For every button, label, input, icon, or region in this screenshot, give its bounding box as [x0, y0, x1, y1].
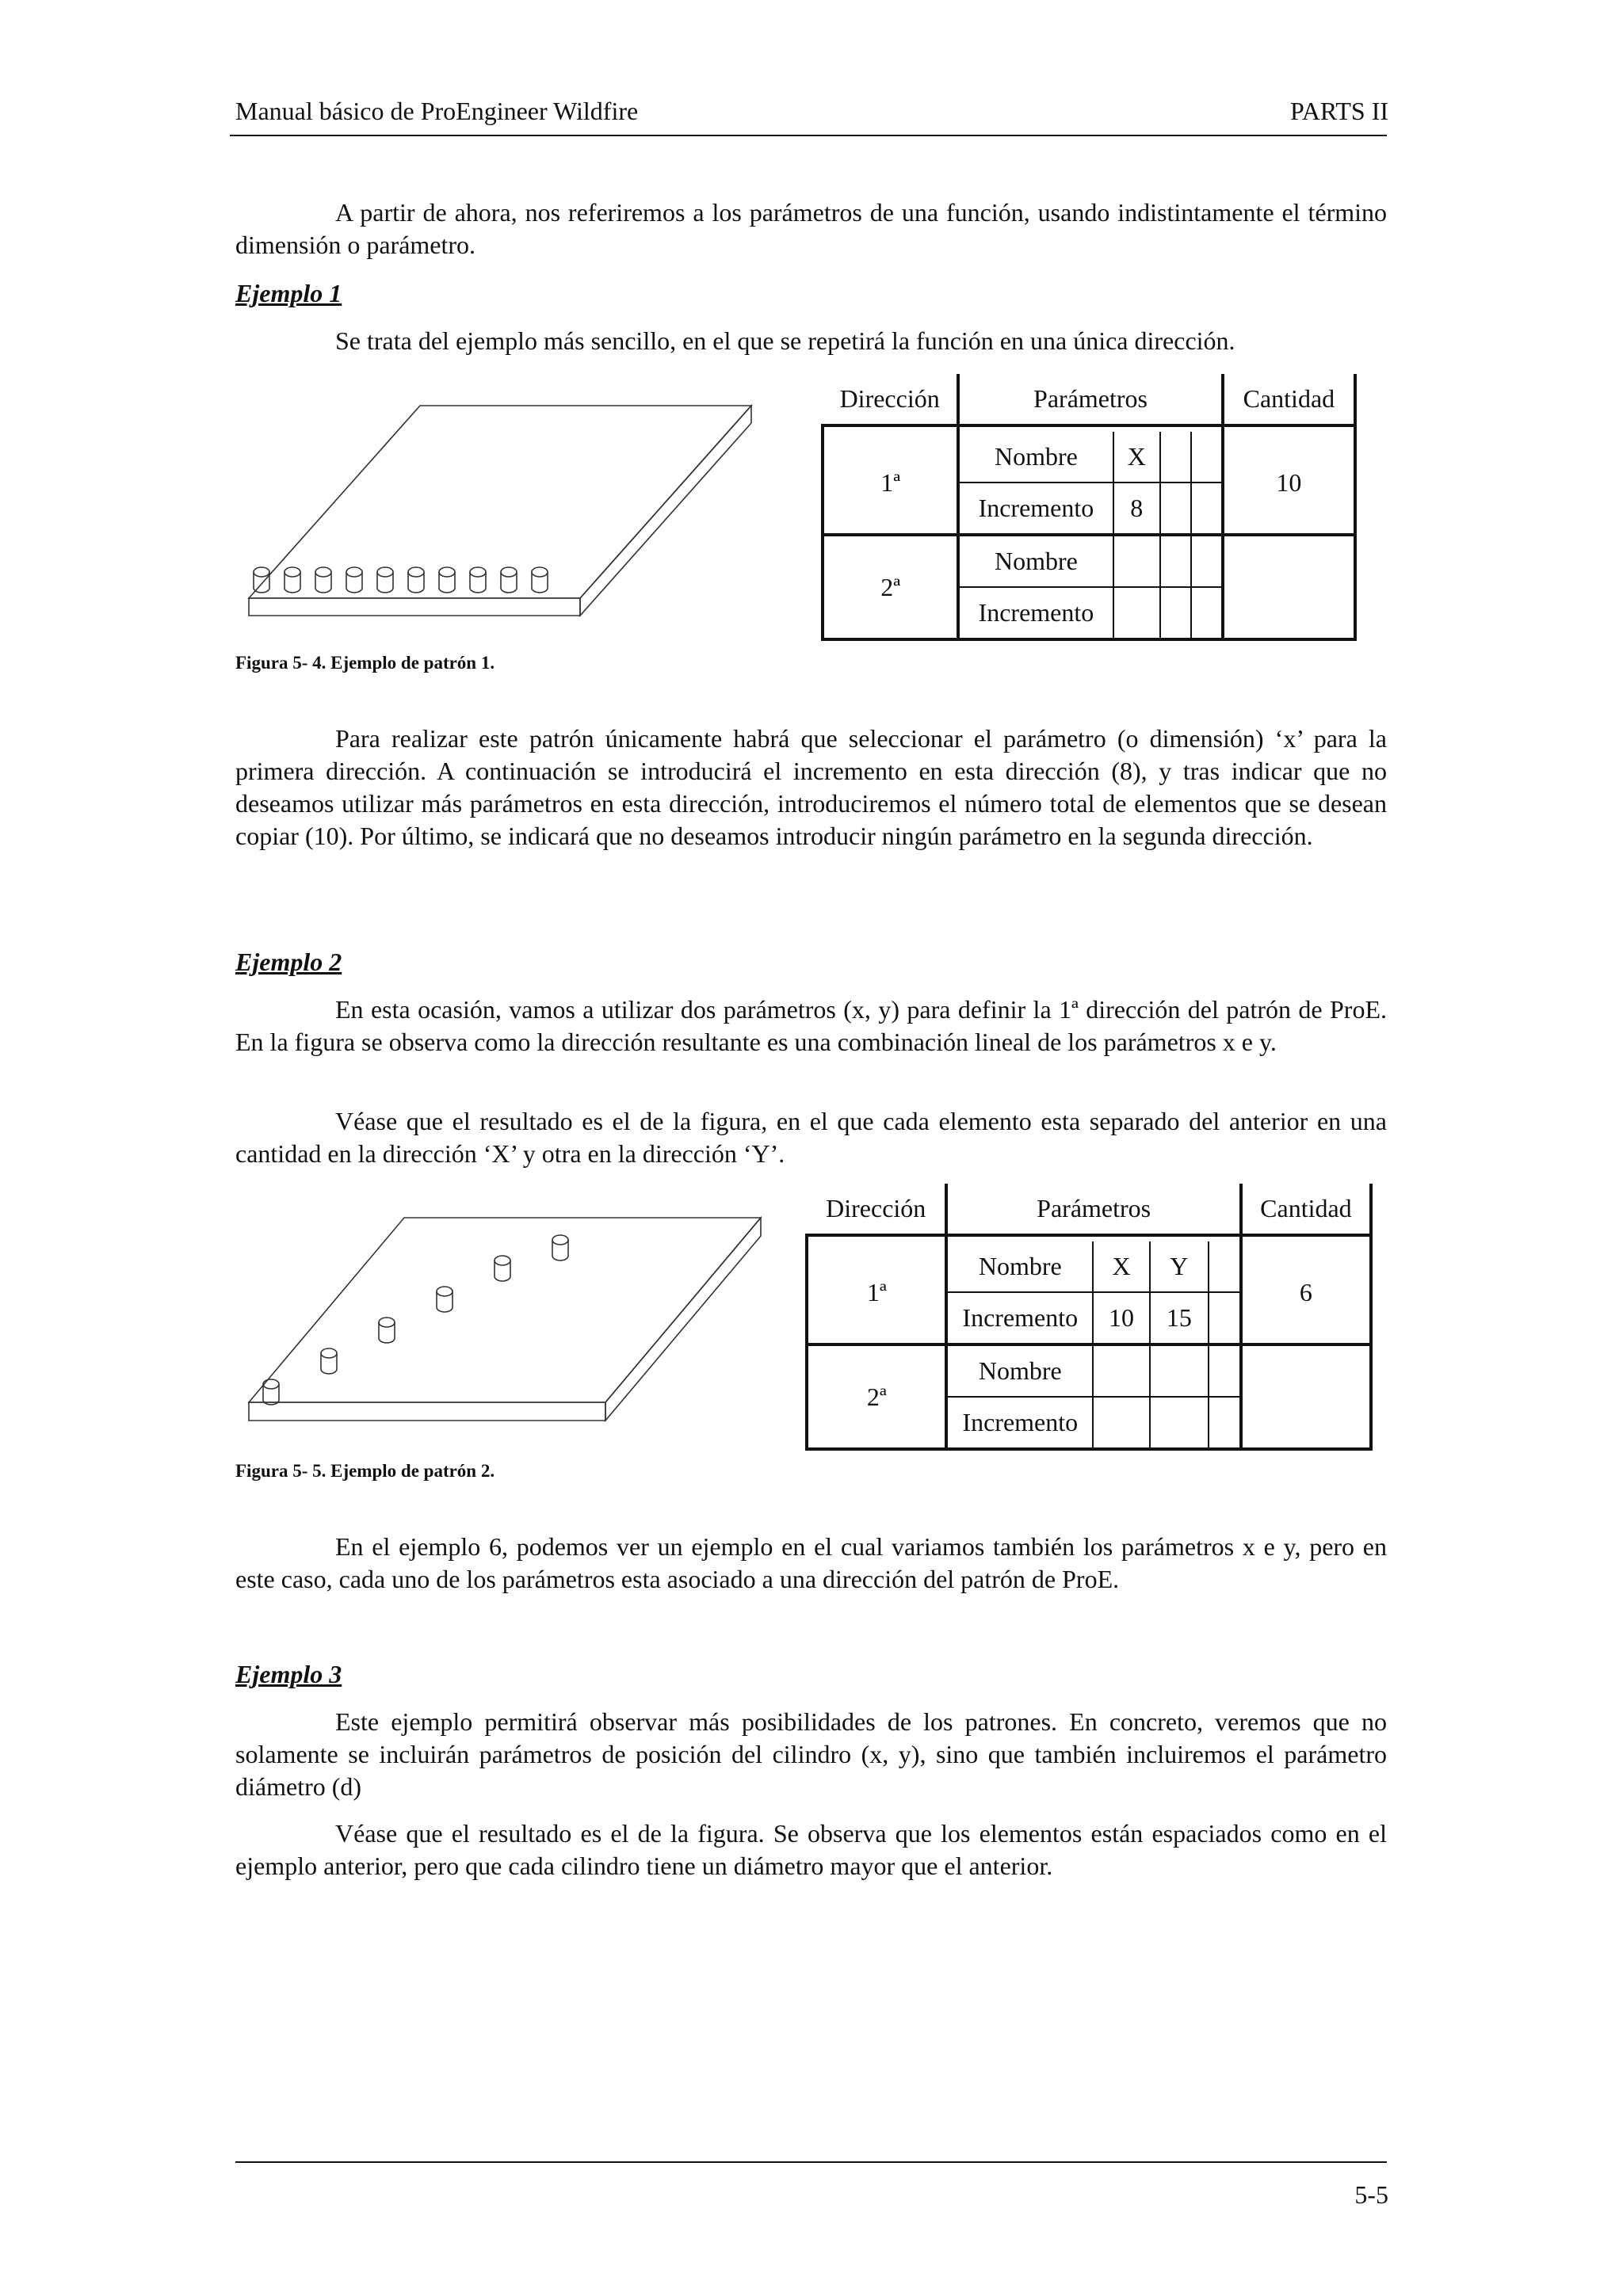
- param-cell: [1113, 587, 1160, 639]
- col-parametros: Parámetros: [946, 1184, 1240, 1235]
- footer-rule: [235, 2161, 1387, 2163]
- param-cell: 8: [1113, 482, 1160, 535]
- col-direccion: Dirección: [807, 1184, 946, 1235]
- example1-figure: [238, 396, 761, 634]
- nombre-label: Nombre: [946, 1241, 1093, 1292]
- example2-figure: [238, 1208, 777, 1446]
- example3-heading: Ejemplo 3: [235, 1660, 342, 1688]
- dir1-label: 1ª: [823, 432, 958, 535]
- param-cell: [1093, 1397, 1150, 1449]
- example2-text1: En esta ocasión, vamos a utilizar dos parámetros (x, y) para definir la 1ª dirección del patrón de ProE. En la figura se observa como la dirección resultante es una combinación lineal de los parámetros x e y.: [235, 995, 1387, 1056]
- example3-text1: Este ejemplo permitirá observar más posibilidades de los patrones. En concreto, veremos que no solamente se incluirán parámetros de posición del cilindro (x, y), sino que también incluiremos el parámetro diámetro (d): [235, 1707, 1387, 1801]
- dir2-label: 2ª: [823, 535, 958, 639]
- param-cell: X: [1093, 1241, 1150, 1292]
- cantidad-value: 6: [1241, 1241, 1371, 1344]
- nombre-label: Nombre: [958, 432, 1113, 482]
- incremento-label: Incremento: [946, 1292, 1093, 1344]
- col-parametros: Parámetros: [958, 374, 1222, 425]
- col-direccion: Dirección: [823, 374, 958, 425]
- param-cell: [1209, 1241, 1241, 1292]
- col-cantidad: Cantidad: [1223, 374, 1355, 425]
- param-cell: [1160, 432, 1191, 482]
- param-cell: [1191, 587, 1222, 639]
- cantidad-value: [1223, 535, 1355, 639]
- example3-text2: Véase que el resultado es el de la figura. Se observa que los elementos están espaciados como en el ejemplo anterior, pero que cada cilindro tiene un diámetro mayor que el anterior.: [235, 1819, 1387, 1880]
- param-cell: [1150, 1397, 1209, 1449]
- dir1-label: 1ª: [807, 1241, 946, 1344]
- incremento-label: Incremento: [946, 1397, 1093, 1449]
- example1-body: Para realizar este patrón únicamente habrá que seleccionar el parámetro (o dimensión) ‘x’ para la primera dirección. A continuación se introducirá el incremento en esta dirección (8), y tras indicar que no deseamos utilizar más parámetros en esta dirección, introduciremos el número total de elementos que se desean copiar (10). Por último, se indicará que no deseamos introducir ningún parámetro en la segunda dirección.: [235, 724, 1387, 850]
- header-rule: [230, 135, 1387, 136]
- incremento-label: Incremento: [958, 482, 1113, 535]
- param-cell: [1150, 1344, 1209, 1397]
- nombre-label: Nombre: [946, 1344, 1093, 1397]
- header-section: PARTS II: [1289, 97, 1388, 125]
- param-cell: [1160, 535, 1191, 587]
- param-cell: [1209, 1344, 1241, 1397]
- nombre-label: Nombre: [958, 535, 1113, 587]
- cantidad-value: [1241, 1344, 1371, 1449]
- dir2-label: 2ª: [807, 1344, 946, 1449]
- param-cell: 10: [1093, 1292, 1150, 1344]
- example2-text2: Véase que el resultado es el de la figura, en el que cada elemento esta separado del anterior en una cantidad en la dirección ‘X’ y otra en la dirección ‘Y’.: [235, 1107, 1387, 1168]
- param-cell: [1191, 432, 1222, 482]
- page-number: 5-5: [1354, 2180, 1388, 2209]
- intro-paragraph: A partir de ahora, nos referiremos a los parámetros de una función, usando indistintamente el término dimensión o parámetro.: [235, 198, 1387, 259]
- example2-param-table: [805, 1184, 1373, 1451]
- param-cell: [1209, 1292, 1241, 1344]
- example1-param-table: [821, 374, 1357, 641]
- param-cell: Y: [1150, 1241, 1209, 1292]
- param-cell: [1113, 535, 1160, 587]
- example1-heading: Ejemplo 1: [235, 279, 342, 307]
- param-cell: [1160, 482, 1191, 535]
- param-cell: [1191, 535, 1222, 587]
- param-cell: X: [1113, 432, 1160, 482]
- figure2-caption: Figura 5- 5. Ejemplo de patrón 2.: [235, 1461, 495, 1481]
- incremento-label: Incremento: [958, 587, 1113, 639]
- header-title: Manual básico de ProEngineer Wildfire: [235, 97, 639, 125]
- param-cell: [1191, 482, 1222, 535]
- example2-body: En el ejemplo 6, podemos ver un ejemplo en el cual variamos también los parámetros x e y, pero en este caso, cada uno de los parámetros esta asociado a una dirección del patrón de ProE.: [235, 1532, 1387, 1593]
- col-cantidad: Cantidad: [1241, 1184, 1371, 1235]
- cantidad-value: 10: [1223, 432, 1355, 535]
- param-cell: [1209, 1397, 1241, 1449]
- example2-heading: Ejemplo 2: [235, 948, 342, 976]
- example1-text: Se trata del ejemplo más sencillo, en el que se repetirá la función en una única dirección.: [335, 326, 1235, 355]
- param-cell: [1160, 587, 1191, 639]
- param-cell: 15: [1150, 1292, 1209, 1344]
- param-cell: [1093, 1344, 1150, 1397]
- figure1-caption: Figura 5- 4. Ejemplo de patrón 1.: [235, 653, 495, 673]
